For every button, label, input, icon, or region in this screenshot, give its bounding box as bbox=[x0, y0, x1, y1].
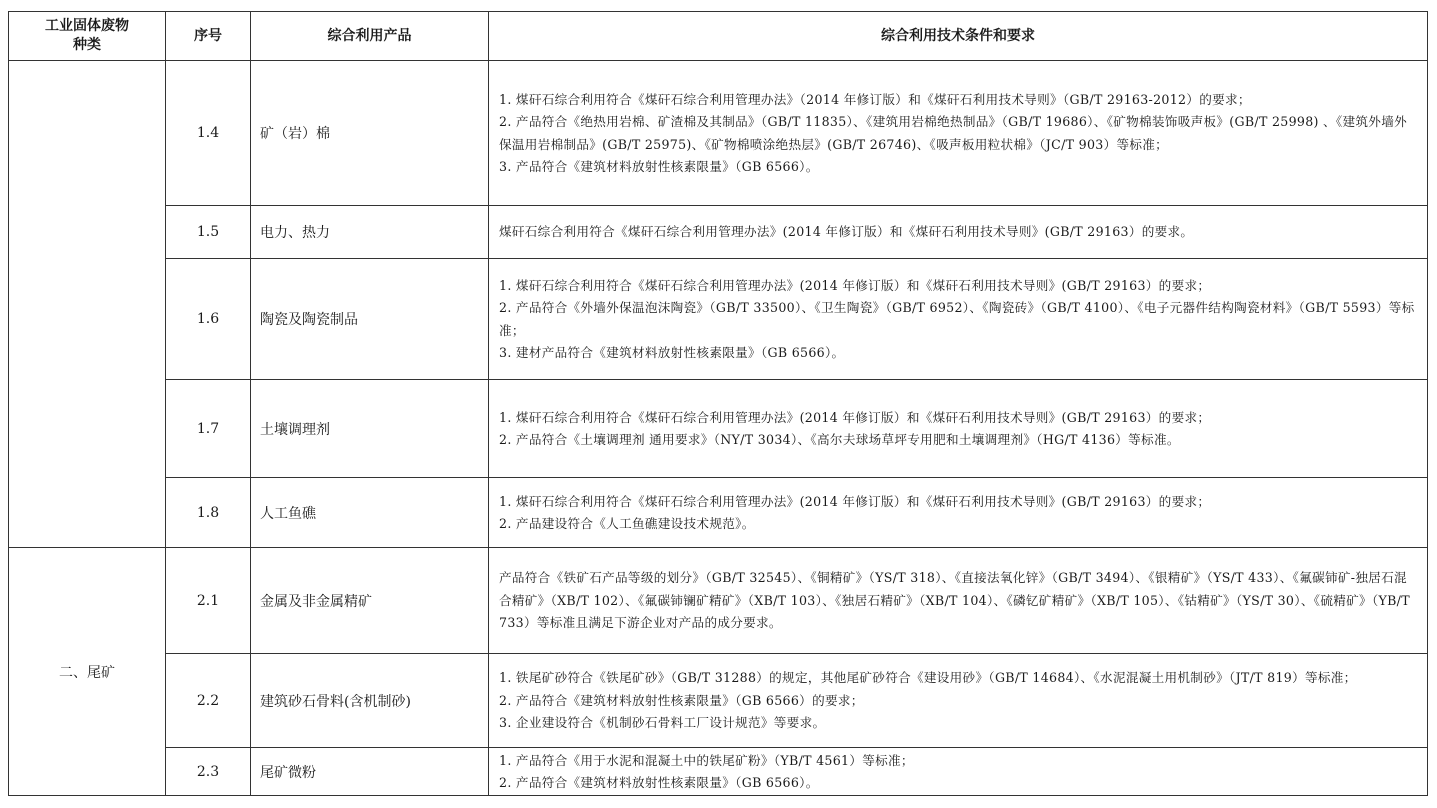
table-row bbox=[9, 61, 1428, 206]
product-cell: 尾矿微粉 bbox=[251, 748, 489, 796]
requirement-line: 2. 产品符合《建筑材料放射性核素限量》（GB 6566）。 bbox=[499, 775, 819, 790]
seq-cell: 2.1 bbox=[166, 548, 251, 654]
seq-cell: 2.2 bbox=[166, 654, 251, 748]
requirement-line: 1. 铁尾矿砂符合《铁尾矿砂》（GB/T 31288）的规定，其他尾矿砂符合《建设用砂》（GB/T 14684）、《水泥混凝土用机制砂》（JT/T 819）等标准； bbox=[499, 670, 1357, 686]
table-row bbox=[9, 654, 1428, 748]
table-row bbox=[9, 206, 1428, 259]
seq-cell: 2.3 bbox=[166, 748, 251, 796]
category-cell bbox=[9, 61, 166, 548]
table-row bbox=[9, 259, 1428, 380]
header-requirements: 综合利用技术条件和要求 bbox=[489, 12, 1428, 61]
standards-table-sheet bbox=[8, 11, 1427, 796]
requirements-cell bbox=[489, 61, 1428, 206]
header-product: 综合利用产品 bbox=[251, 12, 489, 61]
header-seq: 序号 bbox=[166, 12, 251, 61]
requirement-line: 1. 煤矸石综合利用符合《煤矸石综合利用管理办法》(2014 年修订版）和《煤矸石利用技术导则》(GB/T 29163）的要求； bbox=[499, 277, 1211, 293]
requirement-line: 3. 建材产品符合《建筑材料放射性核素限量》（GB 6566）。 bbox=[499, 345, 845, 360]
header-category-line2: 种类 bbox=[73, 37, 101, 53]
requirements-cell bbox=[489, 548, 1428, 654]
standards-table bbox=[8, 11, 1428, 796]
requirements-cell bbox=[489, 748, 1428, 796]
product-cell: 金属及非金属精矿 bbox=[251, 548, 489, 654]
table-row bbox=[9, 548, 1428, 654]
requirements-cell bbox=[489, 380, 1428, 478]
requirements-cell bbox=[489, 206, 1428, 259]
requirement-line: 2. 产品建设符合《人工鱼礁建设技术规范》。 bbox=[499, 516, 755, 531]
requirements-cell bbox=[489, 654, 1428, 748]
requirement-line: 1. 煤矸石综合利用符合《煤矸石综合利用管理办法》(2014 年修订版）和《煤矸石利用技术导则》(GB/T 29163）的要求； bbox=[499, 409, 1211, 425]
header-category-line1: 工业固体废物 bbox=[45, 18, 129, 34]
table-header-row bbox=[9, 12, 1428, 61]
product-cell: 土壤调理剂 bbox=[251, 380, 489, 478]
requirements-cell bbox=[489, 478, 1428, 548]
requirement-line: 2. 产品符合《建筑材料放射性核素限量》（GB 6566）的要求； bbox=[499, 692, 864, 708]
requirement-line: 产品符合《铁矿石产品等级的划分》（GB/T 32545）、《铜精矿》（YS/T 318）、《直接法氧化锌》（GB/T 3494）、《银精矿》（YS/T 433）、《氟碳铈矿-独居石混合精矿》（XB/T 102）、《氟碳铈镧矿精矿》（XB/T 103）、《独居石精矿》（XB/T 104）、《磷钇矿精矿》（XB/T 105）、《钴精矿》（YS/T 30）、《硫精矿》（YB/T 733）等标准且满足下游企业对产品的成分要求。 bbox=[499, 570, 1410, 631]
requirement-line: 2. 产品符合《土壤调理剂 通用要求》（NY/T 3034）、《高尔夫球场草坪专用肥和土壤调理剂》（HG/T 4136）等标准。 bbox=[499, 432, 1180, 447]
requirement-line: 3. 企业建设符合《机制砂石骨料工厂设计规范》等要求。 bbox=[499, 715, 826, 731]
seq-cell: 1.8 bbox=[166, 478, 251, 548]
product-cell: 电力、热力 bbox=[251, 206, 489, 259]
header-category bbox=[9, 12, 166, 61]
seq-cell: 1.5 bbox=[166, 206, 251, 259]
table-row bbox=[9, 748, 1428, 796]
requirement-line: 煤矸石综合利用符合《煤矸石综合利用管理办法》(2014 年修订版）和《煤矸石利用技术导则》(GB/T 29163）的要求。 bbox=[499, 224, 1194, 240]
product-cell: 陶瓷及陶瓷制品 bbox=[251, 259, 489, 380]
requirements-cell bbox=[489, 259, 1428, 380]
table-row bbox=[9, 478, 1428, 548]
product-cell: 矿（岩）棉 bbox=[251, 61, 489, 206]
requirement-line: 2. 产品符合《绝热用岩棉、矿渣棉及其制品》（GB/T 11835）、《建筑用岩棉绝热制品》（GB/T 19686）、《矿物棉装饰吸声板》(GB/T 25998) 、《建筑外墙外保温用岩棉制品》(GB/T 25975)、《矿物棉喷涂绝热层》(GB/T 26746)、《吸声板用粒状棉》（JC/T 903）等标准； bbox=[499, 114, 1407, 152]
requirement-line: 2. 产品符合《外墙外保温泡沫陶瓷》（GB/T 33500）、《卫生陶瓷》（GB/T 6952）、《陶瓷砖》（GB/T 4100）、《电子元器件结构陶瓷材料》（GB/T 5593）等标准； bbox=[499, 300, 1415, 338]
table-row bbox=[9, 380, 1428, 478]
requirement-line: 1. 产品符合《用于水泥和混凝土中的铁尾矿粉》（YB/T 4561）等标准； bbox=[499, 752, 914, 768]
seq-cell: 1.7 bbox=[166, 380, 251, 478]
requirement-line: 1. 煤矸石综合利用符合《煤矸石综合利用管理办法》（2014 年修订版）和《煤矸石利用技术导则》（GB/T 29163-2012）的要求； bbox=[499, 91, 1251, 107]
requirement-line: 1. 煤矸石综合利用符合《煤矸石综合利用管理办法》(2014 年修订版）和《煤矸石利用技术导则》(GB/T 29163）的要求； bbox=[499, 493, 1211, 509]
category-cell: 二、尾矿 bbox=[9, 548, 166, 796]
seq-cell: 1.6 bbox=[166, 259, 251, 380]
seq-cell: 1.4 bbox=[166, 61, 251, 206]
requirement-line: 3. 产品符合《建筑材料放射性核素限量》（GB 6566）。 bbox=[499, 159, 819, 174]
product-cell: 人工鱼礁 bbox=[251, 478, 489, 548]
product-cell: 建筑砂石骨料(含机制砂) bbox=[251, 654, 489, 748]
